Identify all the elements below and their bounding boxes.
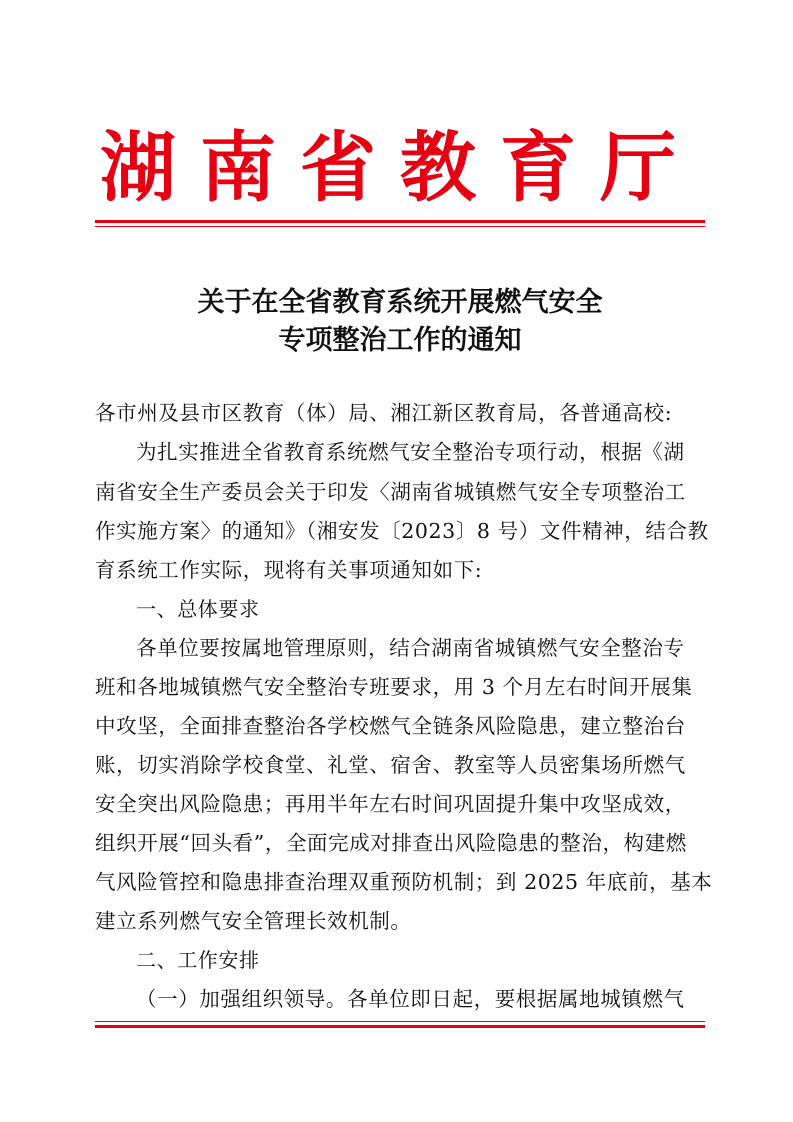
notice-title-line1: 关于在全省教育系统开展燃气安全 [197,287,603,318]
section1-line: 班和各地城镇燃气安全整治专班要求，用 3 个月左右时间开展集 [95,675,693,699]
section1-line: 组织开展“回头看”，全面完成对排查出风险隐患的整治，构建燃 [95,831,687,855]
footer-rule-thin [95,1021,705,1022]
intro-line: 为扎实推进全省教育系统燃气安全整治专项行动，根据《湖 [136,440,685,464]
section2-heading: 二、工作安排 [136,948,260,972]
notice-title-line2: 专项整治工作的通知 [278,325,522,356]
intro-line: 南省安全生产委员会关于印发〈湖南省城镇燃气安全专项整治工 [95,480,686,504]
section1-line: 各单位要按属地管理原则，结合湖南省城镇燃气安全整治专 [136,636,685,660]
agency-header: 湖南省教育厅 [100,123,700,212]
section1-line: 建立系列燃气安全管理长效机制。 [95,909,412,933]
section1-line: 账，切实消除学校食堂、礼堂、宿舍、教室等人员密集场所燃气 [95,753,686,777]
section1-line: 气风险管控和隐患排查治理双重预防机制；到 2025 年底前，基本 [95,870,713,894]
section1-line: 安全突出风险隐患；再用半年左右时间巩固提升集中攻坚成效， [95,792,686,816]
intro-line: 育系统工作实际，现将有关事项通知如下: [95,558,483,582]
header-rule-thick [95,220,705,223]
section1-line: 中攻坚，全面排查整治各学校燃气全链条风险隐患，建立整治台 [95,714,686,738]
addressee: 各市州及县市区教育（体）局、湘江新区教育局，各普通高校: [95,401,673,425]
footer-rule-thick [95,1025,705,1028]
header-rule-thin [95,226,705,227]
intro-line: 作实施方案〉的通知》（湘安发〔2023〕8 号）文件精神，结合教 [95,519,709,543]
section1-heading: 一、总体要求 [136,597,260,621]
section2-line: （一）加强组织领导。各单位即日起，要根据属地城镇燃气 [136,987,685,1011]
